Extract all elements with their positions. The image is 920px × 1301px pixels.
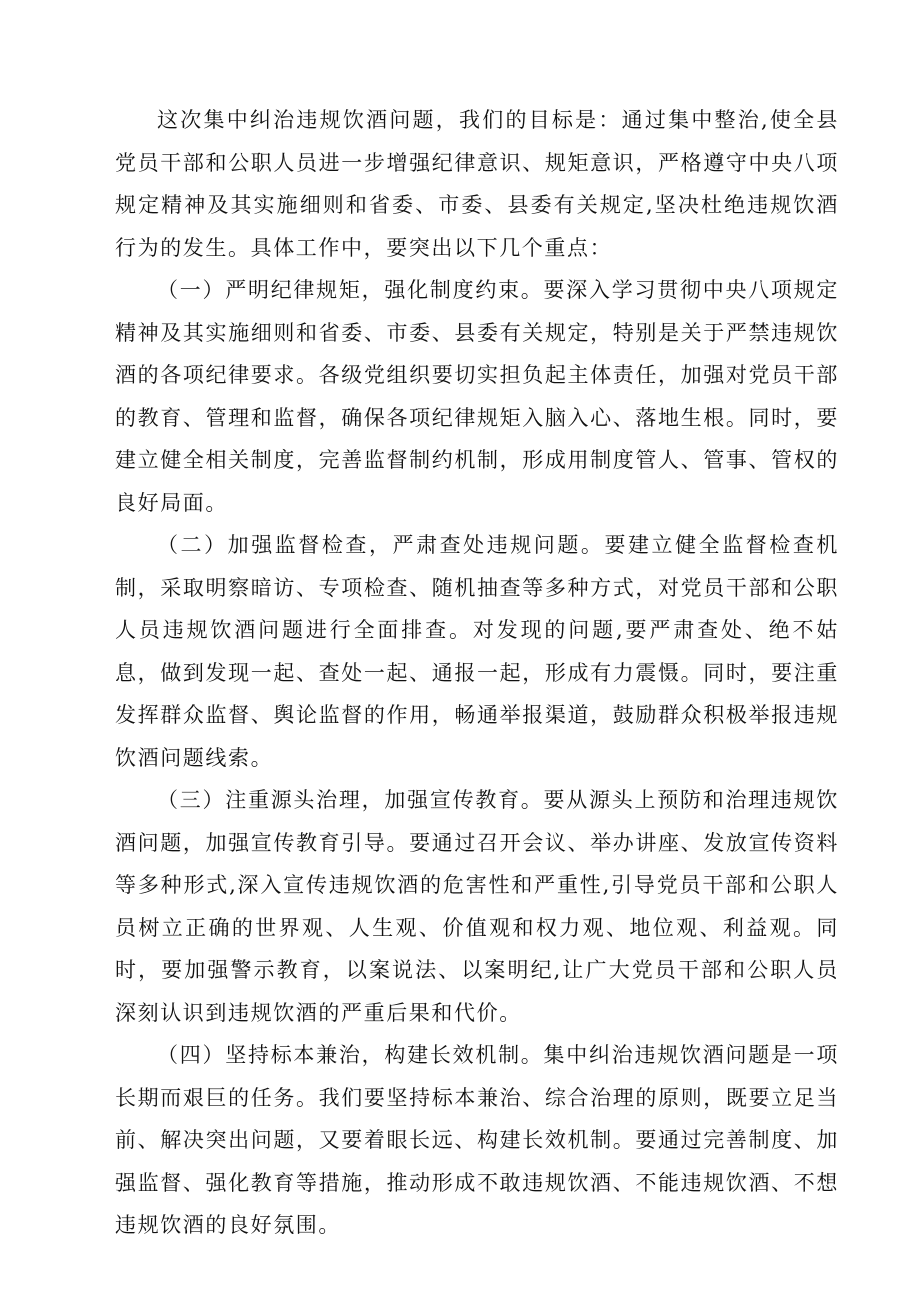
paragraph-point-4: （四）坚持标本兼治，构建长效机制。集中纠治违规饮酒问题是一项长期而艰巨的任务。我们要坚持标本兼治、综合治理的原则，既要立足当前、解决突出问题，又要着眼长远、构建长效机制。要通过完善制度、加强监督、强化教育等措施，推动形成不敢违规饮酒、不能违规饮酒、不想违规饮酒的良好氛围。 <box>115 1043 839 1237</box>
paragraph-intro: 这次集中纠治违规饮酒问题，我们的目标是：通过集中整治,使全县党员干部和公职人员进一步增强纪律意识、规矩意识，严格遵守中央八项规定精神及其实施细则和省委、市委、县委有关规定,坚决杜绝违规饮酒行为的发生。具体工作中，要突出以下几个重点： <box>115 108 839 260</box>
paragraph-point-2: （二）加强监督检查，严肃查处违规问题。要建立健全监督检查机制，采取明察暗访、专项检查、随机抽查等多种方式，对党员干部和公职人员违规饮酒问题进行全面排查。对发现的问题,要严肃查处、绝不姑息，做到发现一起、查处一起、通报一起，形成有力震慑。同时，要注重发挥群众监督、舆论监督的作用，畅通举报渠道，鼓励群众积极举报违规饮酒问题线索。 <box>115 533 839 770</box>
paragraph-point-3: （三）注重源头治理，加强宣传教育。要从源头上预防和治理违规饮酒问题，加强宣传教育引导。要通过召开会议、举办讲座、发放宣传资料等多种形式,深入宣传违规饮酒的危害性和严重性,引导党员干部和公职人员树立正确的世界观、人生观、价值观和权力观、地位观、利益观。同时，要加强警示教育，以案说法、以案明纪,让广大党员干部和公职人员深刻认识到违规饮酒的严重后果和代价。 <box>115 788 839 1025</box>
document-body <box>115 99 839 1247</box>
paragraph-point-1: （一）严明纪律规矩，强化制度约束。要深入学习贯彻中央八项规定精神及其实施细则和省委、市委、县委有关规定，特别是关于严禁违规饮酒的各项纪律要求。各级党组织要切实担负起主体责任，加强对党员干部的教育、管理和监督，确保各项纪律规矩入脑入心、落地生根。同时，要建立健全相关制度，完善监督制约机制，形成用制度管人、管事、管权的良好局面。 <box>115 278 839 515</box>
